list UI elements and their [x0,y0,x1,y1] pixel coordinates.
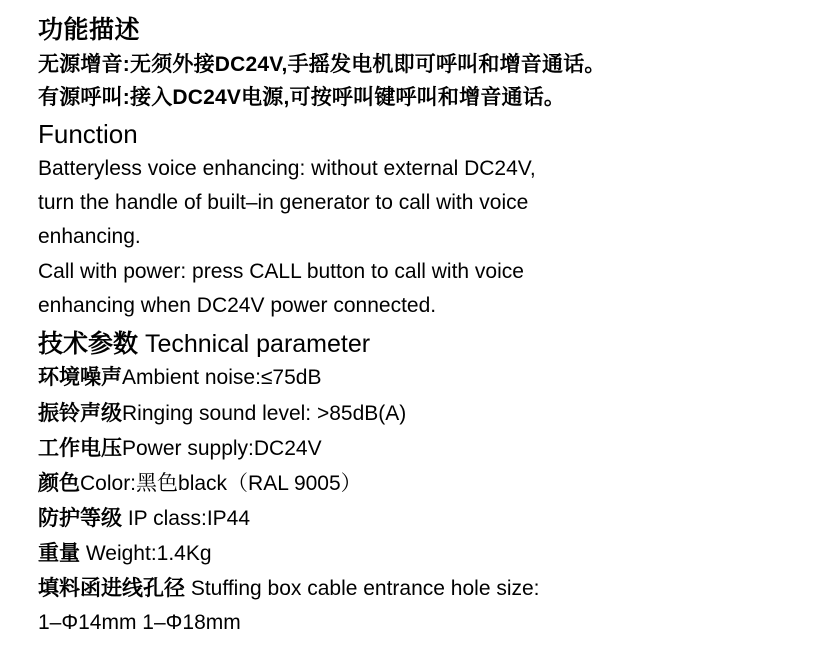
spec-row [38,571,802,606]
spec-value-en: IP class:IP44 [127,506,251,530]
spec-value-en: Weight:1.4Kg [85,541,212,565]
spec-value-en: Ringing sound level: >85dB(A) [122,401,407,425]
function-en-line-2: turn the handle of built–in generator to call with voice [38,191,529,215]
section-title-specs [38,328,802,361]
function-cn-line-2: 有源呼叫:接入DC24V电源,可按呼叫键呼叫和增音通话。 [38,85,566,109]
spec-label-cn: 防护等级 [38,506,128,530]
spec-label-cn: 填料函进线孔径 [38,576,191,600]
spec-label-cn: 重量 [38,541,86,565]
spec-value-en: Power supply:DC24V [122,436,322,460]
spec-label-cn: 工作电压 [38,436,122,460]
section-title-specs-en: Technical parameter [144,329,371,358]
section-title-function-cn: 功能描述 [38,16,141,44]
section-title-specs-cn: 技术参数 [38,329,139,358]
spec-row [38,466,802,501]
function-en-line-5: enhancing when DC24V power connected. [38,293,437,317]
spec-value-en: Ambient noise:≤75dB [122,366,322,390]
spec-row [38,396,802,431]
spec-label-cn: 颜色 [38,471,80,495]
spec-row [38,501,802,536]
section-title-function-en: Function [38,119,138,150]
spec-value-en: Stuffing box cable entrance hole size: [190,576,540,600]
function-cn-line-1: 无源增音:无须外接DC24V,手摇发电机即可呼叫和增音通话。 [38,53,606,76]
spec-value-en: Color:黑色black（RAL 9005） [80,471,362,495]
spec-label-cn: 振铃声级 [38,401,122,425]
section-title-specs-spacer [138,330,145,358]
function-en-line-1: Batteryless voice enhancing: without external DC24V, [38,156,536,180]
spec-hole-sizes: 1–Φ14mm 1–Φ18mm [38,610,241,634]
function-en-line-4: Call with power: press CALL button to call with voice [38,259,524,283]
spec-row [38,536,802,571]
function-en-line-3: enhancing. [38,225,141,249]
spec-row [38,360,802,395]
spec-label-cn: 环境噪声 [38,366,122,390]
spec-row [38,431,802,466]
